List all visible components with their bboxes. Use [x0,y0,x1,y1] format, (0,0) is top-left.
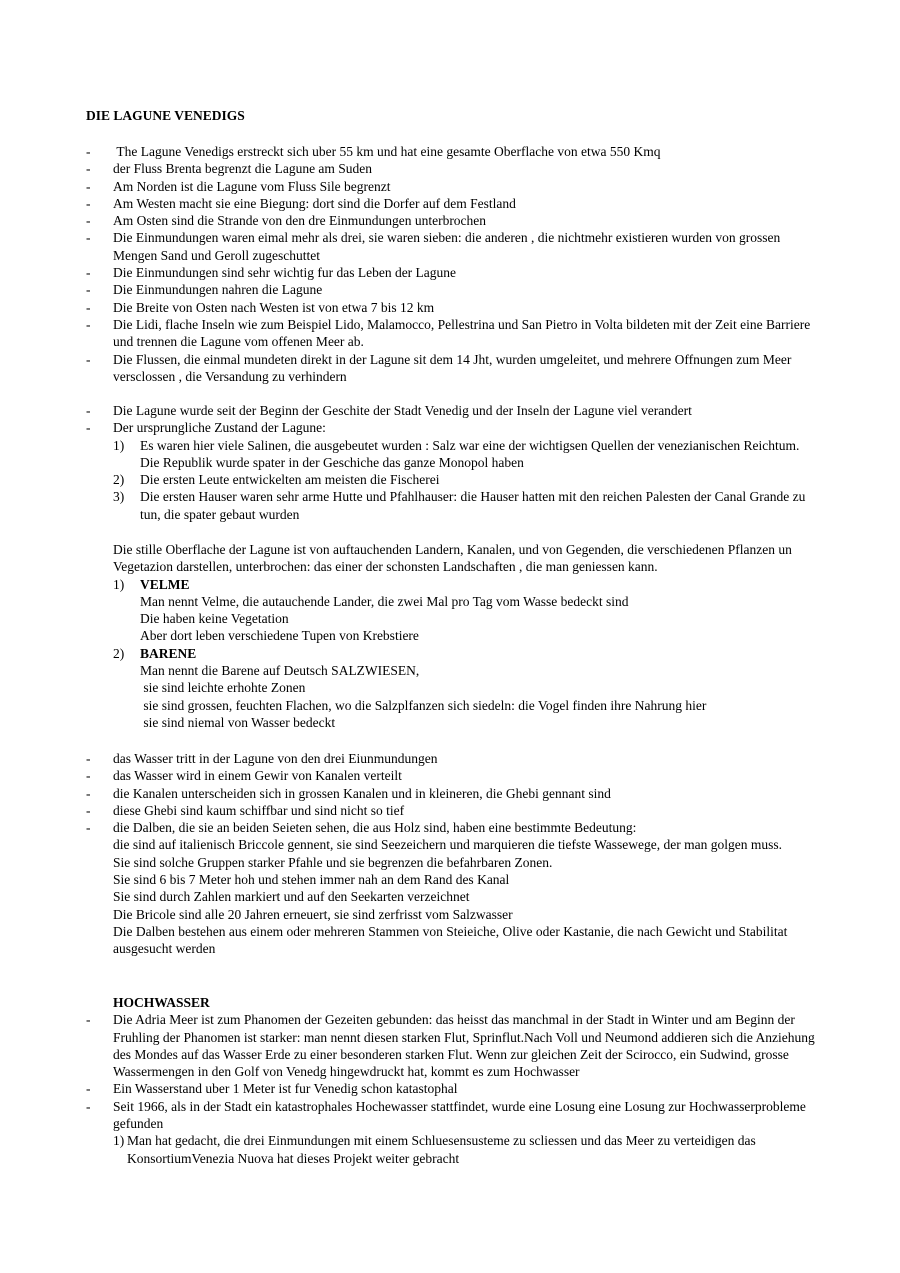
list-item: - die Dalben, die sie an beiden Seieten sehen, die aus Holz sind, haben eine bestimmte Bedeutung: [86,820,637,836]
text-line: die sind auf italienisch Briccole gennent, sie sind Seezeichern und marquieren die tiefste Wassewege, der man golgen muss. [113,837,782,853]
text-line: Sie sind durch Zahlen markiert und auf den Seekarten verzeichnet [113,889,470,905]
list-item: - diese Ghebi sind kaum schiffbar und sind nicht so tief [86,802,405,818]
list-item: - Am Osten sind die Strande von den dre Einmundungen unterbrochen [86,213,487,229]
numbered-item: 1) Man hat gedacht, die drei Einmundungen mit einem Schluesensusteme zu scliessen und das Meer zu verteidigen das KonsortiumVenezia Nuova hat dieses Projekt weiter gebracht [113,1133,756,1166]
list-item: - Die Lagune wurde seit der Beginn der Geschite der Stadt Venedig und der Inseln der Lagune viel verandert [86,403,692,418]
list-item: - der Fluss Brenta begrenzt die Lagune am Suden [86,161,373,177]
document-title: DIE LAGUNE VENEDIGS [86,108,245,123]
list-item: - die Kanalen unterscheiden sich in grossen Kanalen und in kleineren, die Ghebi gennant sind [86,785,611,801]
text-line: Man nennt Velme, die autauchende Lander, die zwei Mal pro Tag vom Wasse bedeckt sind [140,593,629,609]
text-line: Die Bricole sind alle 20 Jahren erneuert, sie sind zerfrisst vom Salzwasser [113,906,513,922]
list-item: - Die Lidi, flache Inseln wie zum Beispiel Lido, Malamocco, Pellestrina und San Pietro in Volta bildeten mit der Zeit eine Barriere und trennen die Lagune vom offenen Meer ab. [86,316,811,350]
list-item: - The Lagune Venedigs erstreckt sich uber 55 km und hat eine gesamte Oberflache von etwa 550 Kmq [86,144,661,159]
text-line: sie sind niemal von Wasser bedeckt [140,714,336,730]
text-line: Sie sind solche Gruppen starker Pfahle und sie begrenzen die befahrbaren Zonen. [113,854,553,870]
text-line: sie sind leichte erhohte Zonen [140,680,306,696]
numbered-item: 3) Die ersten Hauser waren sehr arme Hutte und Pfahlhauser: die Hauser hatten mit den reichen Palesten der Canal Grande zu tun, die spater gebaut wurden [113,489,806,522]
numbered-item: 2) Die ersten Leute entwickelten am meisten die Fischerei [113,472,440,488]
list-item: - Die Breite von Osten nach Westen ist von etwa 7 bis 12 km [86,299,435,315]
numbered-item-barene: 2) BARENE [113,645,197,661]
text-line: sie sind grossen, feuchten Flachen, wo die Salzplfanzen sich siedeln: die Vogel finden ihre Nahrung hier [140,697,707,713]
list-item: - Am Westen macht sie eine Biegung: dort sind die Dorfer auf dem Festland [86,195,516,211]
list-item: - das Wasser wird in einem Gewir von Kanalen verteilt [86,768,402,784]
text-line: Die Dalben bestehen aus einem oder mehreren Stammen von Steieiche, Olive oder Kastanie, die nach Gewicht und Stabilitat ausgesucht werden [113,923,788,957]
section-heading: HOCHWASSER [113,995,210,1010]
list-item: - Die Flussen, die einmal mundeten direkt in der Lagune sit dem 14 Jht, wurden umgeleitet, und mehrere Offnungen zum Meer versclossen , die Versandung zu verhindern [86,351,792,384]
section-hochwasser [86,994,816,1167]
text-line: Sie sind 6 bis 7 Meter hoh und stehen immer nah an dem Rand des Kanal [113,872,510,888]
list-item: - Am Norden ist die Lagune vom Fluss Sile begrenzt [86,178,391,194]
list-item: - Die Einmundungen nahren die Lagune [86,282,323,298]
list-item: - das Wasser tritt in der Lagune von den drei Eiunmundungen [86,751,438,766]
list-item: - Die Einmundungen waren eimal mehr als drei, sie waren sieben: die anderen , die nichtmehr existieren wurden von grossen Mengen Sand und Geroll zugeschuttet [86,230,781,263]
text-line: Die haben keine Vegetation [140,611,289,627]
list-item: - Ein Wasserstand uber 1 Meter ist fur Venedig schon katastophal [86,1081,458,1097]
list-item: - Die Einmundungen sind sehr wichtig fur das Leben der Lagune [86,265,457,281]
paragraph-intro: Die stille Oberflache der Lagune ist von auftauchenden Landern, Kanalen, und von Gegenden, die verschiedenen Pflanzen un Vegetazion darstellen, unterbrochen: das einer der schonsten Landschaften , die man geniessen kann. [113,542,792,575]
list-item: - Der ursprungliche Zustand der Lagune: [86,420,326,436]
section-landscape [86,541,816,731]
text-line: Man nennt die Barene auf Deutsch SALZWIESEN, [140,663,420,679]
list-item: - Seit 1966, als in der Stadt ein katastrophales Hochewasser stattfindet, wurde eine Losung eine Losung zur Hochwasserprobleme gefunden [86,1098,806,1132]
section-lagoon-facts [86,143,816,385]
section-history [86,402,816,523]
numbered-item: 1) Es waren hier viele Salinen, die ausgebeutet wurden : Salz war eine der wichtigsen Quellen der venezianischen Reichtum. Die Republik wurde spater in der Geschiche das ganze Monopol haben [113,437,800,470]
text-line: Aber dort leben verschiedene Tupen von Krebstiere [140,628,419,644]
list-item: - Die Adria Meer ist zum Phanomen der Gezeiten gebunden: das heisst das manchmal in der Stadt in Winter und am Beginn der Fruhling der Phanomen ist starker: man nennt diesen starken Flut, Sprinflut.Nach Voll und Neumond addieren sich die Anziehung des Mondes auf das Wasser Erde zu einer besonderen starken Flut. Wenn zur gleichen Zeit der Scirocco, ein Sudwind, grosse Wassermengen in den Golf von Venedg hingewdruckt hat, kommt es zum Hochwasser [86,1012,815,1080]
numbered-item-velme: 1) VELME [113,576,190,592]
section-canals [86,750,816,958]
